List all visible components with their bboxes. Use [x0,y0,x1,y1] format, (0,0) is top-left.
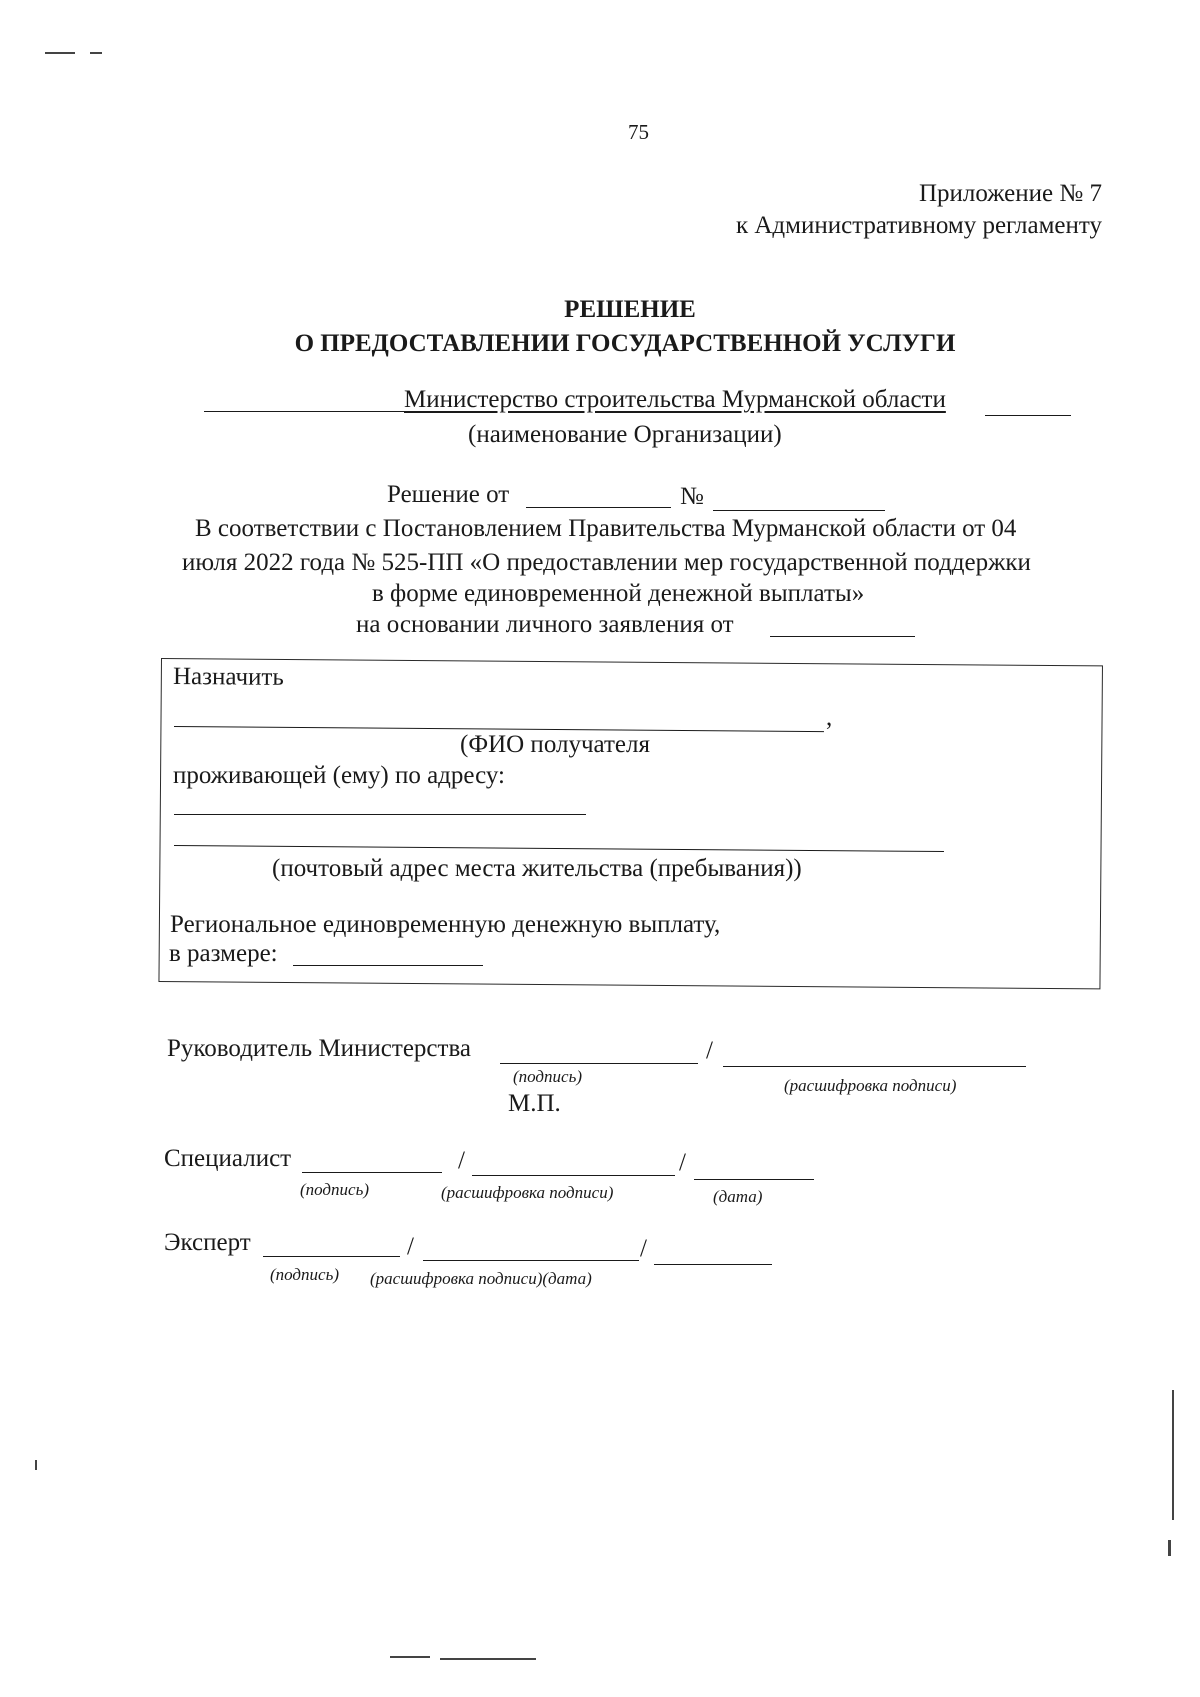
application-label: на основании личного заявления от [356,611,734,638]
address-caption: (почтовый адрес места жительства (пребывания)) [272,855,802,882]
specialist-date-field[interactable] [694,1179,814,1180]
organization-name: Министерство строительства Мурманской области [404,386,946,413]
expert-slash-2: / [640,1235,647,1262]
specialist-decode-field[interactable] [472,1175,675,1176]
stamp-label: М.П. [508,1090,561,1117]
head-signature-caption: (подпись) [513,1067,582,1086]
specialist-decode-caption: (расшифровка подписи) [441,1183,614,1202]
expert-decode-date-caption: (расшифровка подписи)(дата) [370,1269,592,1288]
specialist-signature-caption: (подпись) [300,1180,369,1199]
appendix-number: Приложение № 7 [918,180,1102,207]
specialist-slash-2: / [679,1149,686,1176]
address-label: проживающей (ему) по адресу: [173,762,505,789]
basis-line-1: В соответствии с Постановлением Правительства Мурманской области от 04 [195,515,1017,542]
decision-date-field[interactable] [526,507,671,508]
expert-slash-1: / [407,1233,414,1260]
expert-signature-caption: (подпись) [270,1265,339,1284]
head-slash: / [706,1037,713,1064]
amount-label: в размере: [169,940,278,967]
scan-mark [1168,1540,1171,1556]
scan-mark [390,1656,430,1658]
scan-mark [45,52,75,54]
scan-mark [440,1658,536,1660]
document-title: РЕШЕНИЕ [564,296,696,323]
specialist-slash-1: / [458,1147,465,1174]
expert-label: Эксперт [164,1229,251,1256]
document-subtitle: О ПРЕДОСТАВЛЕНИИ ГОСУДАРСТВЕННОЙ УСЛУГИ [294,330,956,357]
scan-mark [90,52,102,54]
specialist-label: Специалист [164,1145,292,1172]
expert-date-field[interactable] [654,1264,772,1265]
application-date-field[interactable] [770,636,915,637]
address-field-1[interactable] [174,814,586,815]
basis-line-2: июля 2022 года № 525-ПП «О предоставлении мер государственной поддержки [182,549,1031,576]
assign-label: Назначить [172,663,284,691]
organization-line-left [204,411,404,412]
specialist-signature-field[interactable] [302,1172,442,1173]
organization-caption: (наименование Организации) [468,421,782,448]
recipient-comma: , [826,704,833,731]
appendix-reference: к Административному регламенту [735,212,1102,239]
scan-mark [35,1460,37,1470]
assignment-box [158,658,1103,989]
amount-field[interactable] [293,965,483,966]
expert-signature-field[interactable] [263,1256,400,1257]
decision-number-field[interactable] [713,510,885,511]
decision-number-label: № [680,483,704,510]
head-label: Руководитель Министерства [167,1035,472,1062]
payment-line: Региональное единовременную денежную выплату, [170,911,721,938]
page-number: 75 [628,120,649,144]
head-decode-caption: (расшифровка подписи) [784,1076,957,1095]
head-signature-field[interactable] [500,1063,698,1064]
decision-date-label: Решение от [387,481,510,508]
expert-decode-field[interactable] [423,1260,639,1261]
recipient-caption: (ФИО получателя [460,731,650,758]
specialist-date-caption: (дата) [713,1187,763,1206]
organization-line-right [985,415,1071,416]
head-decode-field[interactable] [723,1066,1026,1067]
scan-mark [1172,1390,1174,1520]
basis-line-3: в форме единовременной денежной выплаты» [372,580,865,607]
